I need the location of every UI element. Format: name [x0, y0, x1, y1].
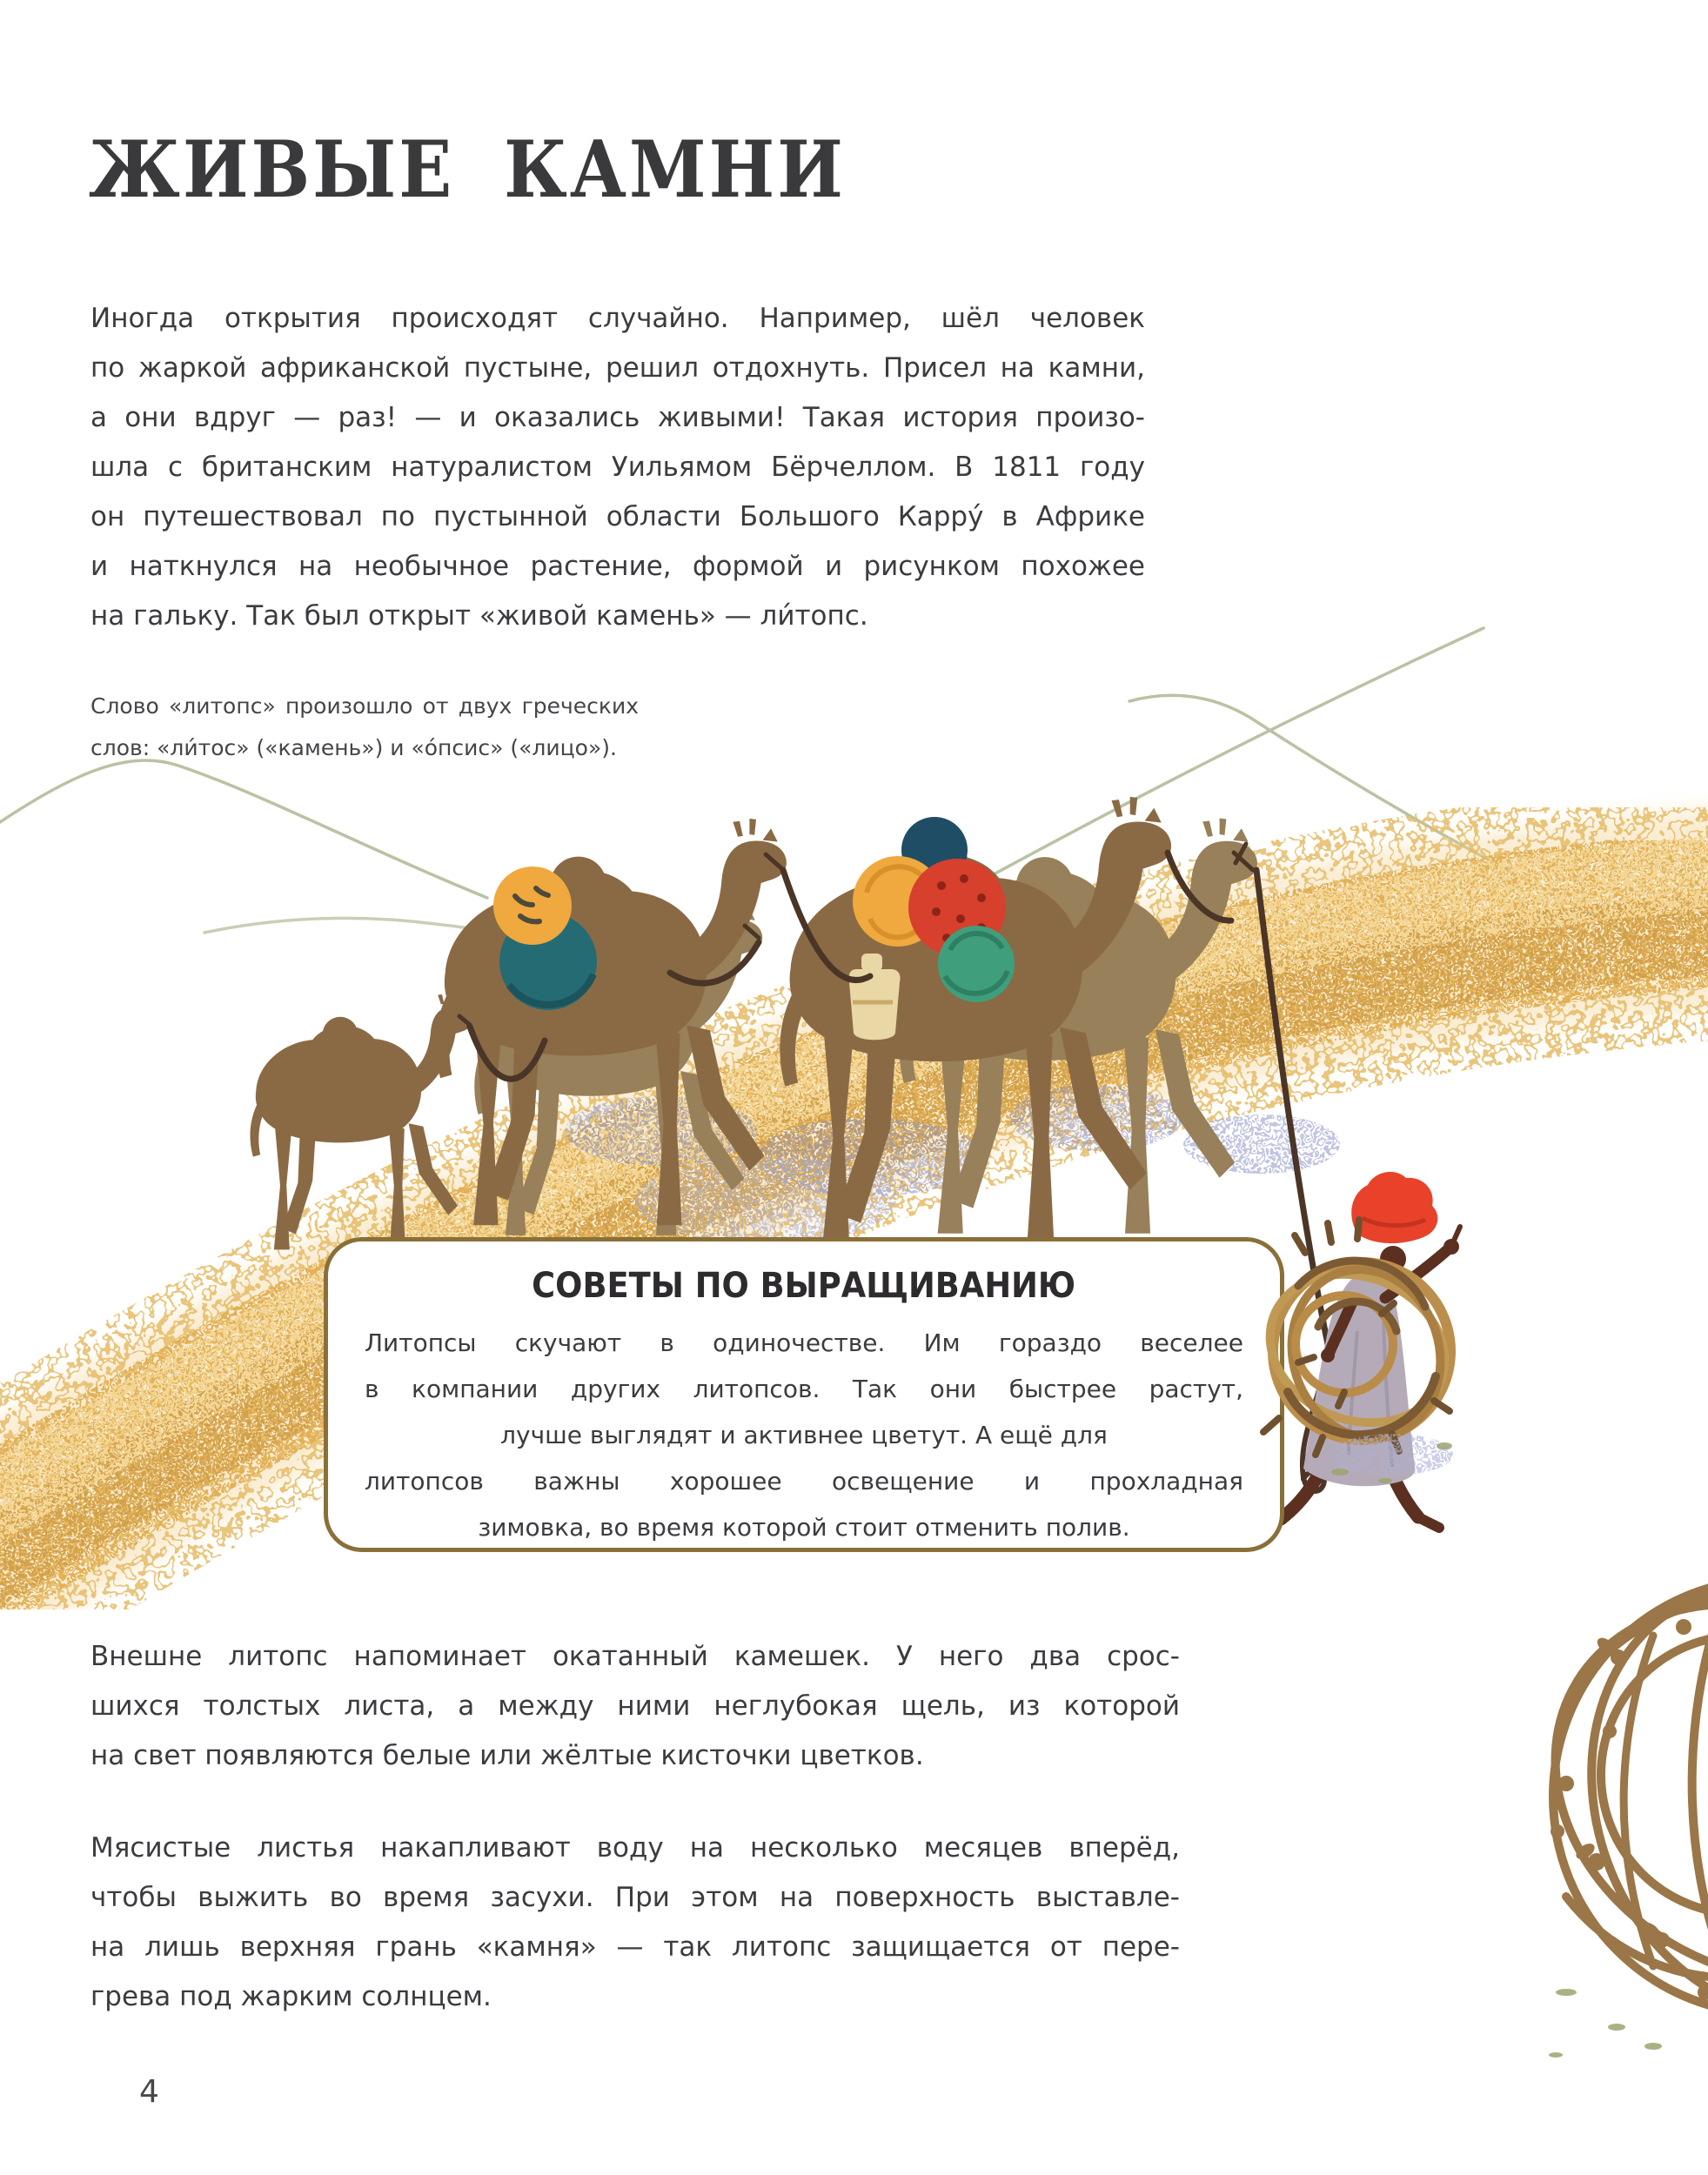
tips-box: [324, 1237, 1284, 1552]
caravan-leader: [1260, 1172, 1460, 1528]
text-line: лучше выглядят и активнее цветут. А ещё для: [500, 1421, 1108, 1449]
text-line: на лишь верхняя грань «камня» — так литопс защищается от пере-: [90, 1931, 1180, 1963]
text-line: а они вдруг — раз! — и оказались живыми! Такая история произо-: [90, 402, 1145, 433]
text-line: зимовка, во время которой стоит отменить полив.: [478, 1513, 1130, 1542]
text-line: шла с британским натуралистом Уильямом Бёрчеллом. В 1811 году: [90, 452, 1145, 483]
tumbleweed-large: [1489, 1532, 1708, 2066]
tumbleweed-buds: [1551, 1619, 1708, 2000]
sage-dashes-bottom: [1549, 1989, 1662, 2058]
description-paragraph: [90, 1632, 1180, 1781]
intro-paragraph: [90, 294, 1145, 641]
text-line: по жаркой африканской пустыне, решил отдохнуть. Присел на камни,: [90, 352, 1145, 384]
text-line: литопсов важны хорошее освещение и прохладная: [365, 1467, 1243, 1496]
text-line: слов: «ли́тос» («камень») и «о́псис» («лицо»).: [90, 735, 617, 760]
text-line: Мясистые листья накапливают воду на несколько месяцев вперёд,: [90, 1832, 1180, 1864]
text-line: в компании других литопсов. Так они быстрее растут,: [365, 1375, 1243, 1403]
text-line: Иногда открытия происходят случайно. Например, шёл человек: [90, 303, 1145, 334]
page-number: 4: [139, 2074, 159, 2110]
text-line: и наткнулся на необычное растение, формой и рисунком похожее: [90, 551, 1145, 582]
text-line: Слово «литопс» произошло от двух греческих: [90, 693, 639, 719]
text-line: Внешне литопс напоминает окатанный камешек. У него два срос-: [90, 1641, 1180, 1672]
text-line: грева под жарким солнцем.: [90, 1981, 492, 2012]
red-turban: [1351, 1172, 1437, 1243]
text-line: шихся толстых листа, а между ними неглубокая щель, из которой: [90, 1690, 1180, 1722]
leader-face: [1380, 1246, 1406, 1272]
text-line: чтобы выжить во время засухи. При этом на поверхность выставле-: [90, 1882, 1180, 1913]
text-line: на гальку. Так был открыт «живой камень» — ли́топс.: [90, 600, 868, 632]
text-line: на свет появляются белые или жёлтые кисточки цветков.: [90, 1740, 924, 1771]
page-title: ЖИВЫЕ КАМНИ: [89, 124, 846, 216]
text-line: он путешествовал по пустынной области Большого Карру́ в Африке: [90, 501, 1145, 532]
tips-box-body: [365, 1320, 1243, 1550]
text-line: Литопсы скучают в одиночестве. Им гораздо веселее: [365, 1328, 1243, 1357]
tips-box-title: СОВЕТЫ ПО ВЫРАЩИВАНИЮ: [532, 1266, 1076, 1306]
leaves-paragraph: [90, 1824, 1180, 2022]
